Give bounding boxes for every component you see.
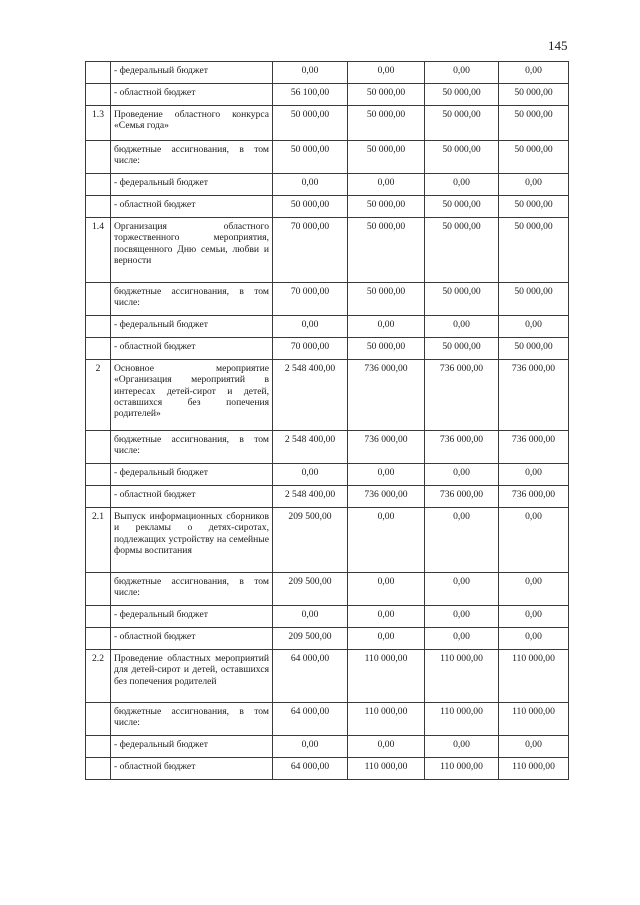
description-cell: Организация областного торжественного мероприятия, посвященного Дню семьи, любви и верности: [111, 218, 273, 283]
table-row: [86, 464, 569, 486]
value-cell-3: 50 000,00: [425, 141, 499, 174]
value-cell-3: 736 000,00: [425, 431, 499, 464]
value-cell-2: 736 000,00: [348, 431, 425, 464]
table-row: [86, 360, 569, 431]
value-cell-1: 0,00: [273, 62, 348, 84]
item-number-cell: [86, 174, 111, 196]
value-cell-2: 50 000,00: [348, 196, 425, 218]
value-cell-1: 2 548 400,00: [273, 486, 348, 508]
item-number-cell: [86, 84, 111, 106]
item-number-cell: [86, 62, 111, 84]
value-cell-1: 64 000,00: [273, 650, 348, 703]
value-cell-2: 0,00: [348, 736, 425, 758]
value-cell-3: 0,00: [425, 508, 499, 573]
table-row: [86, 316, 569, 338]
value-cell-2: 110 000,00: [348, 703, 425, 736]
table-row: [86, 508, 569, 573]
description-cell: Выпуск информационных сборников и рекламы о детях-сиротах, подлежащих устройству на семейные формы воспитания: [111, 508, 273, 573]
value-cell-4: 110 000,00: [499, 650, 569, 703]
description-cell: - областной бюджет: [111, 338, 273, 360]
table-row: [86, 650, 569, 703]
value-cell-1: 64 000,00: [273, 758, 348, 780]
item-number-cell: [86, 316, 111, 338]
value-cell-4: 0,00: [499, 606, 569, 628]
table-row: [86, 758, 569, 780]
description-cell: - федеральный бюджет: [111, 174, 273, 196]
value-cell-4: 50 000,00: [499, 106, 569, 141]
description-cell: Основное мероприятие «Организация мероприятий в интересах детей-сирот и детей, оставшихся без попечения родителей»: [111, 360, 273, 431]
value-cell-2: 0,00: [348, 573, 425, 606]
page-number: 145: [548, 38, 568, 53]
description-cell: Проведение областного конкурса «Семья года»: [111, 106, 273, 141]
table-row: [86, 486, 569, 508]
table-row: [86, 84, 569, 106]
value-cell-4: 736 000,00: [499, 431, 569, 464]
value-cell-1: 70 000,00: [273, 283, 348, 316]
value-cell-1: 50 000,00: [273, 141, 348, 174]
item-number-cell: 2.1: [86, 508, 111, 573]
value-cell-2: 0,00: [348, 628, 425, 650]
item-number-cell: [86, 283, 111, 316]
value-cell-3: 50 000,00: [425, 338, 499, 360]
description-cell: - областной бюджет: [111, 628, 273, 650]
value-cell-3: 0,00: [425, 174, 499, 196]
table-row: [86, 736, 569, 758]
value-cell-3: 50 000,00: [425, 283, 499, 316]
table-row: [86, 283, 569, 316]
value-cell-3: 110 000,00: [425, 703, 499, 736]
value-cell-1: 50 000,00: [273, 106, 348, 141]
description-cell: - федеральный бюджет: [111, 62, 273, 84]
table-row: [86, 196, 569, 218]
value-cell-2: 0,00: [348, 464, 425, 486]
value-cell-3: 50 000,00: [425, 106, 499, 141]
item-number-cell: [86, 196, 111, 218]
table-row: [86, 703, 569, 736]
value-cell-1: 0,00: [273, 316, 348, 338]
item-number-cell: 1.3: [86, 106, 111, 141]
description-cell: - федеральный бюджет: [111, 736, 273, 758]
item-number-cell: [86, 736, 111, 758]
table-row: [86, 62, 569, 84]
value-cell-3: 0,00: [425, 464, 499, 486]
table-row: [86, 141, 569, 174]
value-cell-1: 2 548 400,00: [273, 360, 348, 431]
item-number-cell: [86, 464, 111, 486]
value-cell-4: 0,00: [499, 508, 569, 573]
item-number-cell: [86, 338, 111, 360]
value-cell-2: 110 000,00: [348, 758, 425, 780]
description-cell: бюджетные ассигнования, в том числе:: [111, 141, 273, 174]
value-cell-2: 110 000,00: [348, 650, 425, 703]
budget-table-body: [86, 62, 569, 780]
item-number-cell: [86, 703, 111, 736]
value-cell-2: 0,00: [348, 606, 425, 628]
value-cell-1: 2 548 400,00: [273, 431, 348, 464]
value-cell-3: 50 000,00: [425, 218, 499, 283]
value-cell-3: 0,00: [425, 736, 499, 758]
value-cell-1: 209 500,00: [273, 628, 348, 650]
value-cell-1: 209 500,00: [273, 508, 348, 573]
value-cell-4: 0,00: [499, 316, 569, 338]
value-cell-1: 70 000,00: [273, 218, 348, 283]
value-cell-1: 70 000,00: [273, 338, 348, 360]
item-number-cell: [86, 573, 111, 606]
value-cell-2: 0,00: [348, 174, 425, 196]
value-cell-4: 110 000,00: [499, 758, 569, 780]
item-number-cell: [86, 758, 111, 780]
value-cell-1: 0,00: [273, 464, 348, 486]
table-row: [86, 106, 569, 141]
value-cell-2: 50 000,00: [348, 106, 425, 141]
description-cell: бюджетные ассигнования, в том числе:: [111, 573, 273, 606]
budget-table: [85, 61, 569, 780]
description-cell: бюджетные ассигнования, в том числе:: [111, 283, 273, 316]
value-cell-4: 50 000,00: [499, 196, 569, 218]
description-cell: - областной бюджет: [111, 486, 273, 508]
value-cell-2: 0,00: [348, 62, 425, 84]
value-cell-2: 50 000,00: [348, 218, 425, 283]
table-row: [86, 573, 569, 606]
value-cell-4: 50 000,00: [499, 283, 569, 316]
value-cell-4: 110 000,00: [499, 703, 569, 736]
item-number-cell: 1.4: [86, 218, 111, 283]
value-cell-3: 0,00: [425, 606, 499, 628]
item-number-cell: [86, 141, 111, 174]
value-cell-1: 0,00: [273, 606, 348, 628]
item-number-cell: [86, 606, 111, 628]
value-cell-2: 0,00: [348, 508, 425, 573]
value-cell-1: 64 000,00: [273, 703, 348, 736]
value-cell-2: 50 000,00: [348, 84, 425, 106]
value-cell-4: 736 000,00: [499, 360, 569, 431]
value-cell-3: 50 000,00: [425, 196, 499, 218]
value-cell-2: 50 000,00: [348, 338, 425, 360]
value-cell-2: 736 000,00: [348, 360, 425, 431]
description-cell: - областной бюджет: [111, 84, 273, 106]
description-cell: - федеральный бюджет: [111, 316, 273, 338]
value-cell-3: 110 000,00: [425, 650, 499, 703]
table-row: [86, 218, 569, 283]
value-cell-1: 0,00: [273, 174, 348, 196]
value-cell-3: 736 000,00: [425, 486, 499, 508]
value-cell-4: 736 000,00: [499, 486, 569, 508]
item-number-cell: [86, 431, 111, 464]
value-cell-4: 50 000,00: [499, 84, 569, 106]
table-row: [86, 174, 569, 196]
item-number-cell: 2.2: [86, 650, 111, 703]
value-cell-3: 0,00: [425, 316, 499, 338]
value-cell-2: 736 000,00: [348, 486, 425, 508]
value-cell-1: 0,00: [273, 736, 348, 758]
value-cell-4: 0,00: [499, 573, 569, 606]
value-cell-2: 0,00: [348, 316, 425, 338]
description-cell: Проведение областных мероприятий для детей-сирот и детей, оставшихся без попечения родителей: [111, 650, 273, 703]
item-number-cell: [86, 486, 111, 508]
description-cell: - областной бюджет: [111, 196, 273, 218]
table-row: [86, 338, 569, 360]
value-cell-4: 50 000,00: [499, 141, 569, 174]
value-cell-4: 50 000,00: [499, 338, 569, 360]
value-cell-4: 0,00: [499, 464, 569, 486]
description-cell: - федеральный бюджет: [111, 606, 273, 628]
value-cell-3: 0,00: [425, 62, 499, 84]
table-row: [86, 431, 569, 464]
value-cell-4: 0,00: [499, 62, 569, 84]
item-number-cell: 2: [86, 360, 111, 431]
description-cell: - федеральный бюджет: [111, 464, 273, 486]
value-cell-4: 0,00: [499, 736, 569, 758]
value-cell-1: 50 000,00: [273, 196, 348, 218]
value-cell-3: 0,00: [425, 628, 499, 650]
item-number-cell: [86, 628, 111, 650]
description-cell: бюджетные ассигнования, в том числе:: [111, 431, 273, 464]
value-cell-4: 0,00: [499, 174, 569, 196]
value-cell-3: 50 000,00: [425, 84, 499, 106]
description-cell: - областной бюджет: [111, 758, 273, 780]
value-cell-1: 56 100,00: [273, 84, 348, 106]
table-row: [86, 628, 569, 650]
value-cell-3: 0,00: [425, 573, 499, 606]
value-cell-4: 50 000,00: [499, 218, 569, 283]
value-cell-4: 0,00: [499, 628, 569, 650]
description-cell: бюджетные ассигнования, в том числе:: [111, 703, 273, 736]
value-cell-2: 50 000,00: [348, 141, 425, 174]
table-row: [86, 606, 569, 628]
value-cell-3: 110 000,00: [425, 758, 499, 780]
value-cell-3: 736 000,00: [425, 360, 499, 431]
value-cell-1: 209 500,00: [273, 573, 348, 606]
value-cell-2: 50 000,00: [348, 283, 425, 316]
